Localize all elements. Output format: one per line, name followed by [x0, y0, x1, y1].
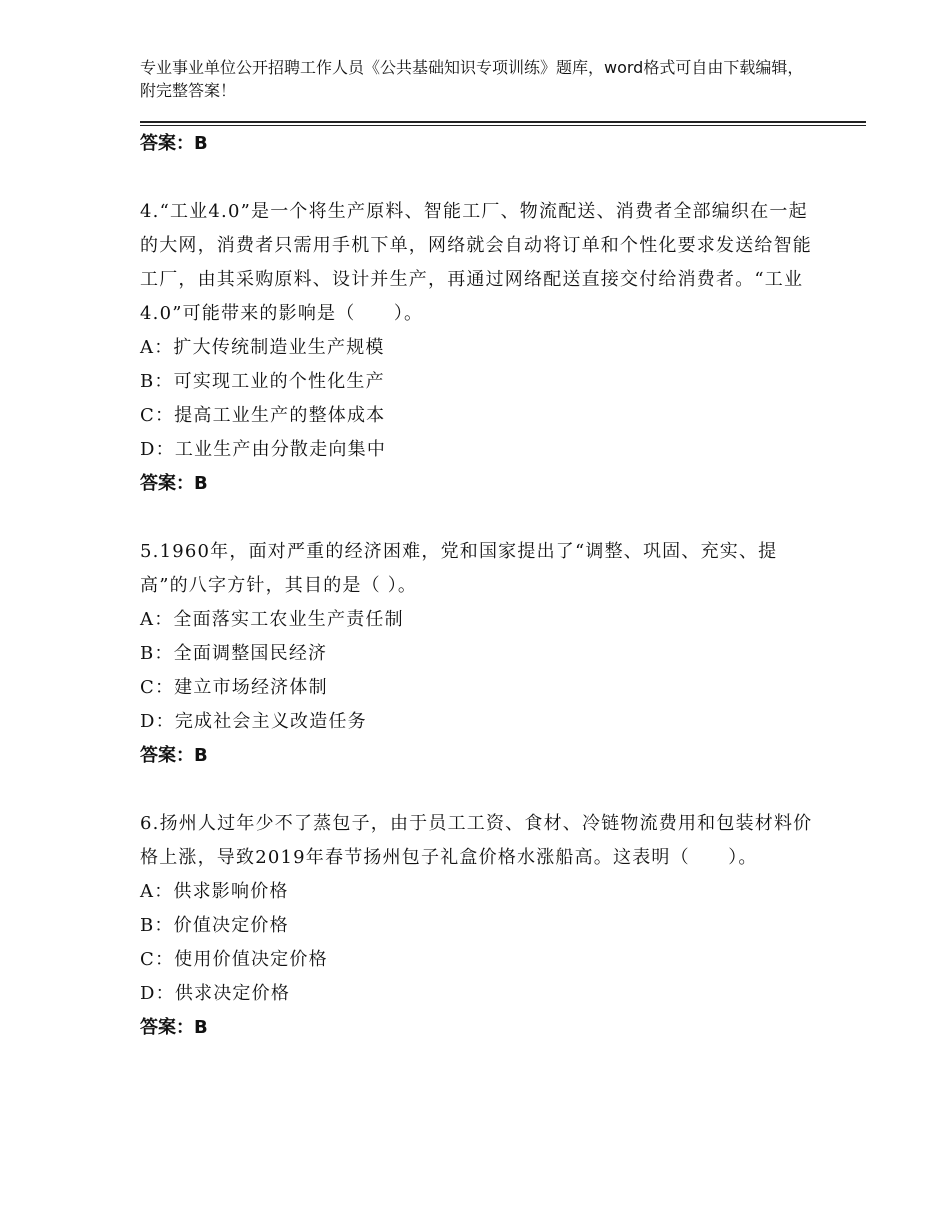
- option-d: D：完成社会主义改造任务: [140, 711, 367, 732]
- answer-line: 答案：B: [140, 745, 208, 766]
- option-b: B：全面调整国民经济: [140, 643, 328, 664]
- option-c: C：建立市场经济体制: [140, 677, 328, 698]
- question-text: 4.“工业4.0”是一个将生产原料、智能工厂、物流配送、消费者全部编织在一起的大网，消费者只需用手机下单，网络就会自动将订单和个性化要求发送给智能工厂，由其采购原料、设计并生产，再通过网络配送直接交付给消费者。“工业4.0”可能带来的影响是（ ）。: [140, 201, 812, 324]
- question-content: [140, 127, 820, 1045]
- answer-line: 答案：B: [140, 1017, 208, 1038]
- question-block: [140, 195, 820, 501]
- question-block: [140, 535, 820, 773]
- option-b: B：价值决定价格: [140, 915, 289, 936]
- option-c: C：使用价值决定价格: [140, 949, 328, 970]
- option-c: C：提高工业生产的整体成本: [140, 405, 386, 426]
- header-text: 专业事业单位公开招聘工作人员《公共基础知识专项训练》题库，word格式可自由下载编辑，附完整答案！: [140, 58, 804, 100]
- question-block: [140, 807, 820, 1045]
- document-header: [140, 56, 810, 102]
- option-a: A：全面落实工农业生产责任制: [140, 609, 404, 630]
- header-rule-thick: [140, 121, 866, 123]
- question-text: 5.1960年，面对严重的经济困难，党和国家提出了“调整、巩固、充实、提高”的八字方针，其目的是（ ）。: [140, 541, 778, 596]
- option-b: B：可实现工业的个性化生产: [140, 371, 385, 392]
- option-a: A：扩大传统制造业生产规模: [140, 337, 385, 358]
- option-d: D：供求决定价格: [140, 983, 291, 1004]
- option-a: A：供求影响价格: [140, 881, 289, 902]
- answer-line: 答案：B: [140, 133, 208, 154]
- header-rule-thin: [140, 125, 866, 126]
- answer-line: 答案：B: [140, 473, 208, 494]
- option-d: D：工业生产由分散走向集中: [140, 439, 387, 460]
- question-text: 6.扬州人过年少不了蒸包子，由于员工工资、食材、冷链物流费用和包装材料价格上涨，导致2019年春节扬州包子礼盒价格水涨船高。这表明（ ）。: [140, 813, 813, 868]
